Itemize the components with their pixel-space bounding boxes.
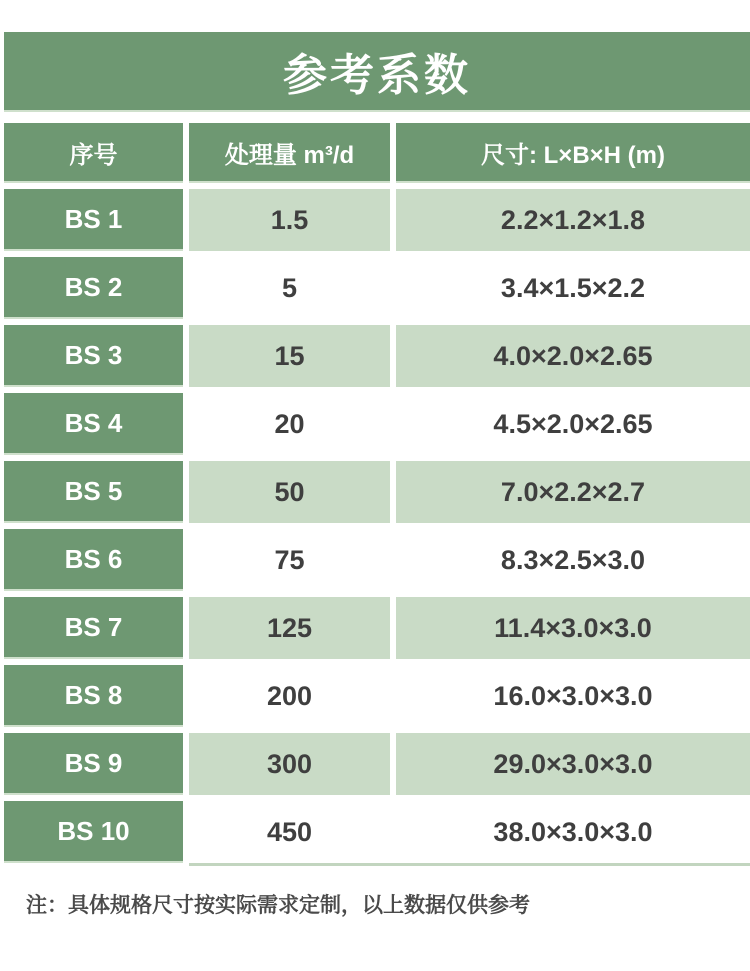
capacity-cell: 5 [189, 257, 390, 319]
capacity-cell: 125 [189, 597, 390, 659]
capacity-cell: 300 [189, 733, 390, 795]
size-cell: 16.0×3.0×3.0 [396, 665, 750, 727]
table-row [4, 189, 750, 251]
serial-cell: BS 1 [4, 189, 183, 251]
size-cell: 4.0×2.0×2.65 [396, 325, 750, 387]
table-row [4, 325, 750, 387]
serial-cell: BS 2 [4, 257, 183, 319]
size-cell: 38.0×3.0×3.0 [396, 801, 750, 863]
header-size: 尺寸: L×B×H (m) [396, 123, 750, 183]
capacity-cell: 450 [189, 801, 390, 863]
table-row [4, 529, 750, 591]
serial-cell: BS 7 [4, 597, 183, 659]
size-cell: 8.3×2.5×3.0 [396, 529, 750, 591]
size-cell: 7.0×2.2×2.7 [396, 461, 750, 523]
table-row [4, 393, 750, 455]
capacity-cell: 50 [189, 461, 390, 523]
capacity-cell: 1.5 [189, 189, 390, 251]
table-row [4, 257, 750, 319]
table-row [4, 461, 750, 523]
table-row [4, 665, 750, 727]
serial-cell: BS 8 [4, 665, 183, 727]
table-row [4, 733, 750, 795]
table-row [4, 597, 750, 659]
serial-cell: BS 6 [4, 529, 183, 591]
serial-cell: BS 3 [4, 325, 183, 387]
serial-cell: BS 5 [4, 461, 183, 523]
size-cell: 2.2×1.2×1.8 [396, 189, 750, 251]
size-cell: 3.4×1.5×2.2 [396, 257, 750, 319]
footnote: 注：具体规格尺寸按实际需求定制，以上数据仅供参考 [26, 894, 530, 917]
table-row [4, 801, 750, 863]
table-title-bar [4, 32, 750, 112]
table-title: 参考系数 [283, 51, 471, 100]
serial-cell: BS 10 [4, 801, 183, 863]
capacity-cell: 200 [189, 665, 390, 727]
header-capacity: 处理量 m³/d [189, 123, 390, 183]
serial-cell: BS 9 [4, 733, 183, 795]
spec-sheet [4, 0, 750, 919]
capacity-cell: 75 [189, 529, 390, 591]
header-serial: 序号 [4, 123, 183, 183]
size-cell: 11.4×3.0×3.0 [396, 597, 750, 659]
serial-cell: BS 4 [4, 393, 183, 455]
capacity-cell: 15 [189, 325, 390, 387]
size-cell: 29.0×3.0×3.0 [396, 733, 750, 795]
size-cell: 4.5×2.0×2.65 [396, 393, 750, 455]
capacity-cell: 20 [189, 393, 390, 455]
table-header-row [4, 123, 750, 183]
table-bottom-edge [189, 863, 750, 866]
